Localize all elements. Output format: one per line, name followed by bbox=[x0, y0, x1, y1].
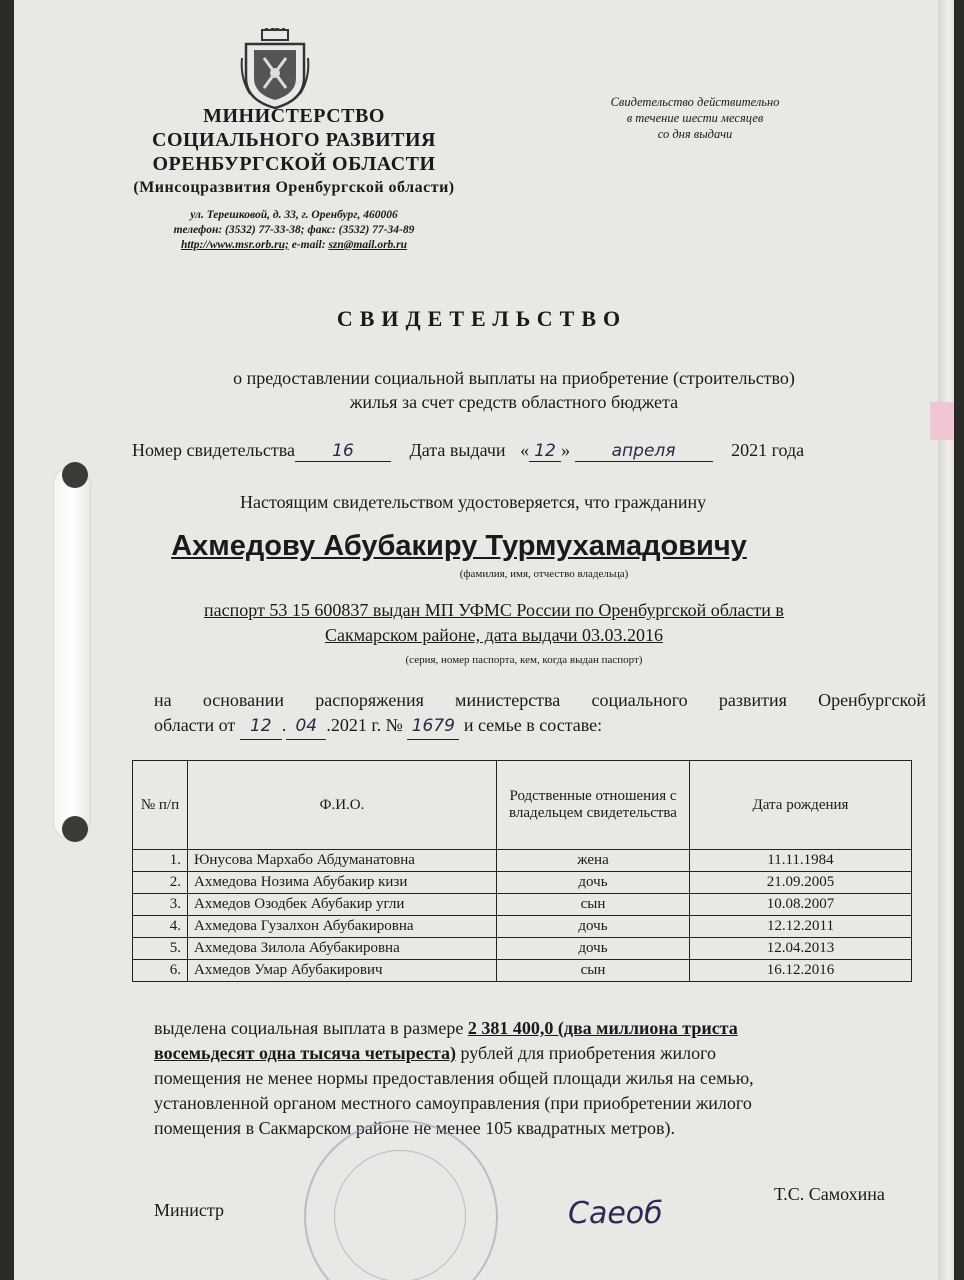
col-number-header: № п/п bbox=[133, 761, 188, 850]
passport-line-2: Сакмарском районе, дата выдачи 03.03.2016 bbox=[324, 625, 664, 645]
row-birth-date: 11.11.1984 bbox=[690, 850, 912, 872]
document-page bbox=[14, 0, 954, 1280]
row-name: Ахмедова Гузалхон Абубакировна bbox=[188, 916, 497, 938]
row-relation: сын bbox=[497, 894, 690, 916]
row-name: Ахмедова Зилола Абубакировна bbox=[188, 938, 497, 960]
signature-role: Министр bbox=[154, 1200, 224, 1220]
payment-line-3: помещения не менее нормы предоставления общей площади жилья на семью, bbox=[154, 1068, 754, 1088]
row-birth-date: 12.12.2011 bbox=[690, 916, 912, 938]
document-title: СВИДЕТЕЛЬСТВО bbox=[336, 306, 628, 331]
payment-line-2 bbox=[154, 1041, 926, 1066]
number-label: Номер свидетельства bbox=[132, 440, 295, 460]
row-relation: сын bbox=[497, 960, 690, 982]
payment-line-5: помещения в Сакмарском районе не менее 105 квадратных метров). bbox=[154, 1118, 676, 1138]
official-seal-inner bbox=[334, 1150, 466, 1280]
validity-line-3: со дня выдачи bbox=[657, 127, 733, 141]
website-link[interactable]: http://www.msr.orb.ru; bbox=[180, 239, 289, 251]
document-subtitle bbox=[134, 366, 894, 414]
handwritten-signature: Саеоб bbox=[568, 1196, 663, 1231]
punch-hole-top bbox=[62, 462, 88, 488]
row-birth-date: 21.09.2005 bbox=[690, 872, 912, 894]
web-line bbox=[124, 238, 464, 253]
passport-caption: (серия, номер паспорта, кем, когда выдан паспорт) bbox=[405, 654, 643, 666]
payment-line-4: установленной органом местного самоуправления (при приобретении жилого bbox=[154, 1093, 752, 1113]
row-relation: дочь bbox=[497, 938, 690, 960]
row-birth-date: 16.12.2016 bbox=[690, 960, 912, 982]
punch-hole-bottom bbox=[62, 816, 88, 842]
validity-note bbox=[570, 94, 820, 142]
ministry-line-3: ОРЕНБУРГСКОЙ ОБЛАСТИ bbox=[152, 153, 436, 175]
ministry-name bbox=[74, 104, 514, 200]
table-header-row bbox=[133, 761, 912, 850]
date-month: апреля bbox=[575, 441, 713, 462]
family-table bbox=[132, 760, 912, 982]
basis-prefix: области от bbox=[154, 715, 236, 735]
row-number: 2. bbox=[133, 872, 188, 894]
payment-line-1 bbox=[154, 1016, 926, 1041]
table-row bbox=[133, 960, 912, 982]
table-row bbox=[133, 916, 912, 938]
pink-tab bbox=[930, 402, 954, 440]
email-link[interactable]: szn@mail.orb.ru bbox=[328, 239, 408, 251]
payment-after-amount: рублей для приобретения жилого bbox=[460, 1043, 717, 1063]
date-label: Дата выдачи bbox=[409, 440, 506, 460]
payment-lead: выделена социальная выплата в размере bbox=[154, 1018, 464, 1038]
basis-line-1: на основании распоряжения министерства социального развития Оренбургской bbox=[154, 690, 926, 710]
basis-month: 04 bbox=[286, 714, 326, 740]
date-day: 12 bbox=[529, 441, 561, 462]
row-number: 5. bbox=[133, 938, 188, 960]
basis-day: 12 bbox=[240, 714, 282, 740]
basis-line-2: области от 12 . 04 .2021 г. № 1679 и семье в составе: bbox=[154, 713, 926, 740]
address-line: ул. Терешковой, д. 33, г. Оренбург, 460006 bbox=[190, 209, 398, 221]
row-birth-date: 10.08.2007 bbox=[690, 894, 912, 916]
table-row bbox=[133, 938, 912, 960]
row-name: Ахмедова Нозима Абубакир кизи bbox=[188, 872, 497, 894]
binding-thread bbox=[54, 468, 90, 838]
row-number: 6. bbox=[133, 960, 188, 982]
subtitle-line-1: о предоставлении социальной выплаты на приобретение (строительство) bbox=[233, 368, 795, 388]
payment-amount-part-2: восемьдесят одна тысяча четыреста) bbox=[154, 1043, 456, 1063]
number-value: 16 bbox=[295, 441, 391, 462]
paper-stack-edge bbox=[938, 0, 954, 1280]
date-year: 2021 года bbox=[731, 440, 805, 460]
basis-year: .2021 г. № bbox=[326, 715, 403, 735]
row-number: 1. bbox=[133, 850, 188, 872]
family-table-body bbox=[133, 850, 912, 982]
validity-line-1: Свидетельство действительно bbox=[610, 95, 780, 109]
row-relation: дочь bbox=[497, 916, 690, 938]
certify-text: Настоящим свидетельством удостоверяется, что гражданину bbox=[240, 492, 707, 512]
owner-name: Ахмедову Абубакиру Турмухамадовичу bbox=[171, 530, 747, 562]
row-birth-date: 12.04.2013 bbox=[690, 938, 912, 960]
owner-caption: (фамилия, имя, отчество владельца) bbox=[459, 568, 629, 580]
basis-paragraph bbox=[154, 688, 926, 740]
row-name: Ахмедов Озодбек Абубакир угли bbox=[188, 894, 497, 916]
coat-of-arms-emblem bbox=[240, 28, 310, 110]
col-relation-header: Родственные отношения с владельцем свидетельства bbox=[497, 761, 690, 850]
ministry-line-2: СОЦИАЛЬНОГО РАЗВИТИЯ bbox=[152, 129, 436, 151]
row-name: Ахмедов Умар Абубакирович bbox=[188, 960, 497, 982]
certificate-number-row: Номер свидетельства 16 Дата выдачи « 12 » апреля 2021 года bbox=[132, 440, 805, 461]
phones-line: телефон: (3532) 77-33-38; факс: (3532) 77-34-89 bbox=[173, 224, 415, 236]
email-label: e-mail: bbox=[291, 239, 326, 251]
row-name: Юнусова Мархабо Абдуманатовна bbox=[188, 850, 497, 872]
table-row bbox=[133, 894, 912, 916]
row-relation: дочь bbox=[497, 872, 690, 894]
basis-number: 1679 bbox=[407, 714, 459, 740]
col-name-header: Ф.И.О. bbox=[188, 761, 497, 850]
ministry-short-name: (Минсоцразвития Оренбургской области) bbox=[133, 179, 455, 196]
payment-amount-part-1: 2 381 400,0 (два миллиона триста bbox=[467, 1018, 738, 1038]
ministry-contacts bbox=[124, 208, 464, 253]
ministry-line-1: МИНИСТЕРСТВО bbox=[203, 105, 385, 127]
row-number: 3. bbox=[133, 894, 188, 916]
table-row bbox=[133, 872, 912, 894]
col-birth-header: Дата рождения bbox=[690, 761, 912, 850]
subtitle-line-2: жилья за счет средств областного бюджета bbox=[349, 392, 679, 412]
payment-paragraph bbox=[154, 1016, 926, 1141]
row-relation: жена bbox=[497, 850, 690, 872]
basis-suffix: и семье в составе: bbox=[463, 715, 603, 735]
validity-line-2: в течение шести месяцев bbox=[626, 111, 764, 125]
row-number: 4. bbox=[133, 916, 188, 938]
passport-details bbox=[64, 598, 924, 648]
signatory-name: Т.С. Самохина bbox=[774, 1184, 885, 1204]
passport-line-1: паспорт 53 15 600837 выдан МП УФМС России по Оренбургской области в bbox=[204, 600, 784, 620]
table-row bbox=[133, 850, 912, 872]
